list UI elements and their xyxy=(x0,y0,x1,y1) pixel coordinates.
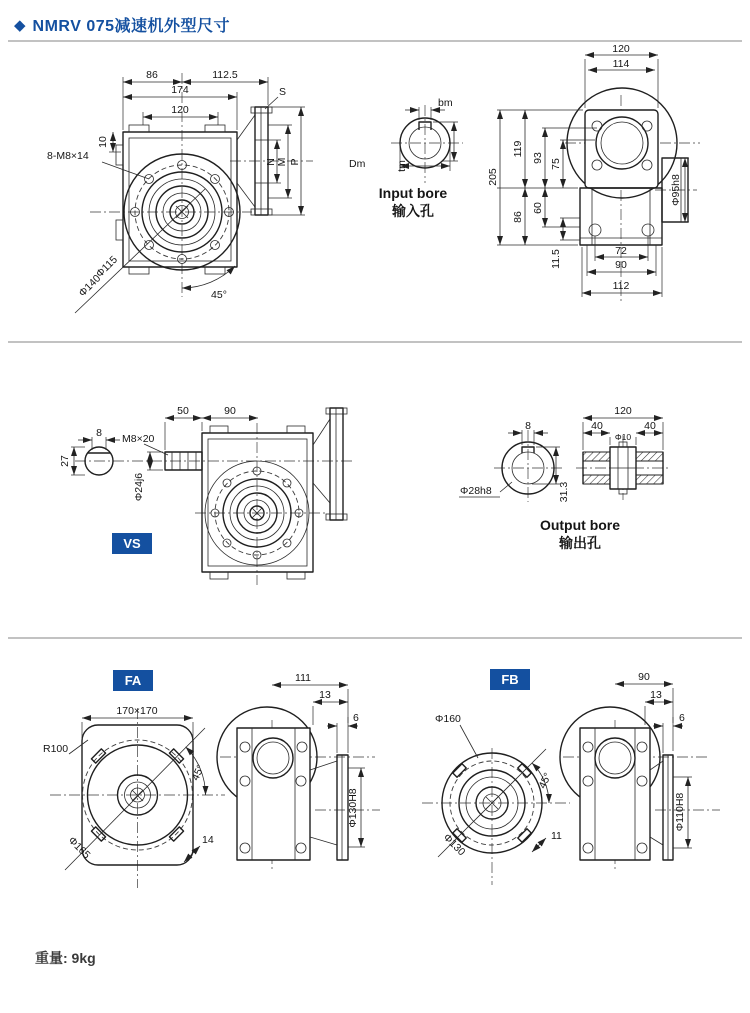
dim-label: R100 xyxy=(43,743,69,755)
dim-label: 50 xyxy=(177,405,189,417)
dim-label: 90 xyxy=(638,671,650,683)
dim-label: 112 xyxy=(612,280,630,292)
dim-label: 93 xyxy=(532,152,544,164)
dim-label: Dm xyxy=(349,158,366,170)
fa-front-drawing xyxy=(25,700,240,900)
dim-label: 86 xyxy=(512,211,524,223)
fb-side-body xyxy=(560,707,673,860)
fa-tag: FA xyxy=(113,670,153,691)
dim-label: P xyxy=(289,158,301,166)
dim-label: S xyxy=(279,86,287,98)
dim-label: bm xyxy=(438,97,453,109)
page-title-text: NMRV 075减速机外型尺寸 xyxy=(32,18,231,35)
dim-label: Φ130H8 xyxy=(347,788,359,828)
dim-label: 174 xyxy=(171,84,189,96)
caption-en: Input bore xyxy=(378,185,448,201)
fa-front-dims xyxy=(43,705,214,862)
dim-label: 11 xyxy=(551,830,562,842)
dim-label: 13 xyxy=(650,689,662,701)
dim-label: 60 xyxy=(532,202,544,214)
dim-label: 111 xyxy=(295,672,311,684)
dim-label: 170×170 xyxy=(116,705,158,717)
thread-label: M8×20 xyxy=(122,433,155,445)
dim-label: 6 xyxy=(679,712,685,724)
angle-label: 45° xyxy=(211,289,227,301)
fb-front-drawing xyxy=(420,690,580,905)
divider xyxy=(8,40,742,42)
diamond-bullet-icon: ◆ xyxy=(14,16,26,34)
caption-cn: 输出孔 xyxy=(559,535,601,551)
gearbox-body xyxy=(116,125,240,274)
dim-label: 120 xyxy=(171,104,189,116)
dim-label: 14 xyxy=(202,834,214,846)
dim-label: Φ24j6 xyxy=(133,472,145,502)
front-view-dimensions xyxy=(47,69,305,301)
bolt-note-label: 8-M8×14 xyxy=(47,150,89,162)
dim-label: Φ115 xyxy=(93,253,121,281)
weight-note: 重量: 9kg xyxy=(35,950,96,966)
dim-label: 114 xyxy=(612,58,630,70)
dim-label: 119 xyxy=(512,140,524,158)
vs-gearbox-body xyxy=(165,408,347,579)
dim-label: Φ140 xyxy=(76,272,104,300)
dim-label: 8 xyxy=(525,420,531,432)
dim-label: 120 xyxy=(612,43,630,55)
dim-label: 10 xyxy=(97,136,109,148)
dim-label: 27 xyxy=(59,455,71,467)
dim-label: Φ160 xyxy=(435,713,461,725)
divider xyxy=(8,341,742,343)
dim-label: 86 xyxy=(146,69,158,81)
fa-centerlines xyxy=(50,708,225,888)
dim-label: N xyxy=(265,158,277,166)
side-view-drawing xyxy=(485,45,750,315)
dim-label: 11.5 xyxy=(550,249,562,269)
caption-cn: 输入孔 xyxy=(392,203,434,219)
dim-label: M xyxy=(276,157,288,167)
fb-side-drawing xyxy=(560,665,745,875)
output-bore-centerlines xyxy=(494,430,670,502)
dim-label: 40 xyxy=(591,420,603,432)
dim-label: 90 xyxy=(224,405,236,417)
angle-label: 45° xyxy=(536,770,555,791)
dim-label: 40 xyxy=(644,420,656,432)
caption-en: Output bore xyxy=(539,517,621,533)
side-view-body xyxy=(567,88,688,245)
dim-label: Φ165 xyxy=(65,834,93,862)
dim-label: Φ10 xyxy=(614,432,632,442)
input-bore-dimensions xyxy=(349,97,458,172)
page-title xyxy=(14,13,230,36)
dim-label: 120 xyxy=(614,405,632,417)
dim-label: 75 xyxy=(550,158,562,170)
dim-label: Φ110H8 xyxy=(674,792,686,832)
dim-label: 8 xyxy=(96,427,102,439)
dim-label: 31.3 xyxy=(558,481,570,503)
fa-side-body xyxy=(217,707,348,860)
angle-label: 45° xyxy=(189,762,208,783)
output-bore-drawing xyxy=(440,400,720,555)
dim-label: 205 xyxy=(487,168,499,186)
dim-label: Φ28h8 xyxy=(460,485,492,497)
dim-label: Φ95h8 xyxy=(670,174,682,206)
dim-label: Φ130 xyxy=(440,831,468,859)
dim-label: 72 xyxy=(615,245,627,257)
fb-front-dims xyxy=(435,713,562,858)
input-bore-drawing xyxy=(345,95,475,225)
fa-side-drawing xyxy=(215,665,390,875)
dim-label: 13 xyxy=(319,689,331,701)
vs-dimensions-top xyxy=(165,405,258,450)
dim-label: 112.5 xyxy=(212,69,238,81)
dim-label: 6 xyxy=(353,712,359,724)
dim-label: tm xyxy=(396,160,408,172)
vs-tag: VS xyxy=(112,533,152,554)
divider xyxy=(8,637,742,639)
vs-dimensions-left xyxy=(59,427,168,501)
front-view-drawing xyxy=(45,55,345,320)
vs-view-drawing xyxy=(60,395,390,590)
dim-label: 90 xyxy=(615,259,627,271)
fb-tag: FB xyxy=(490,669,530,690)
